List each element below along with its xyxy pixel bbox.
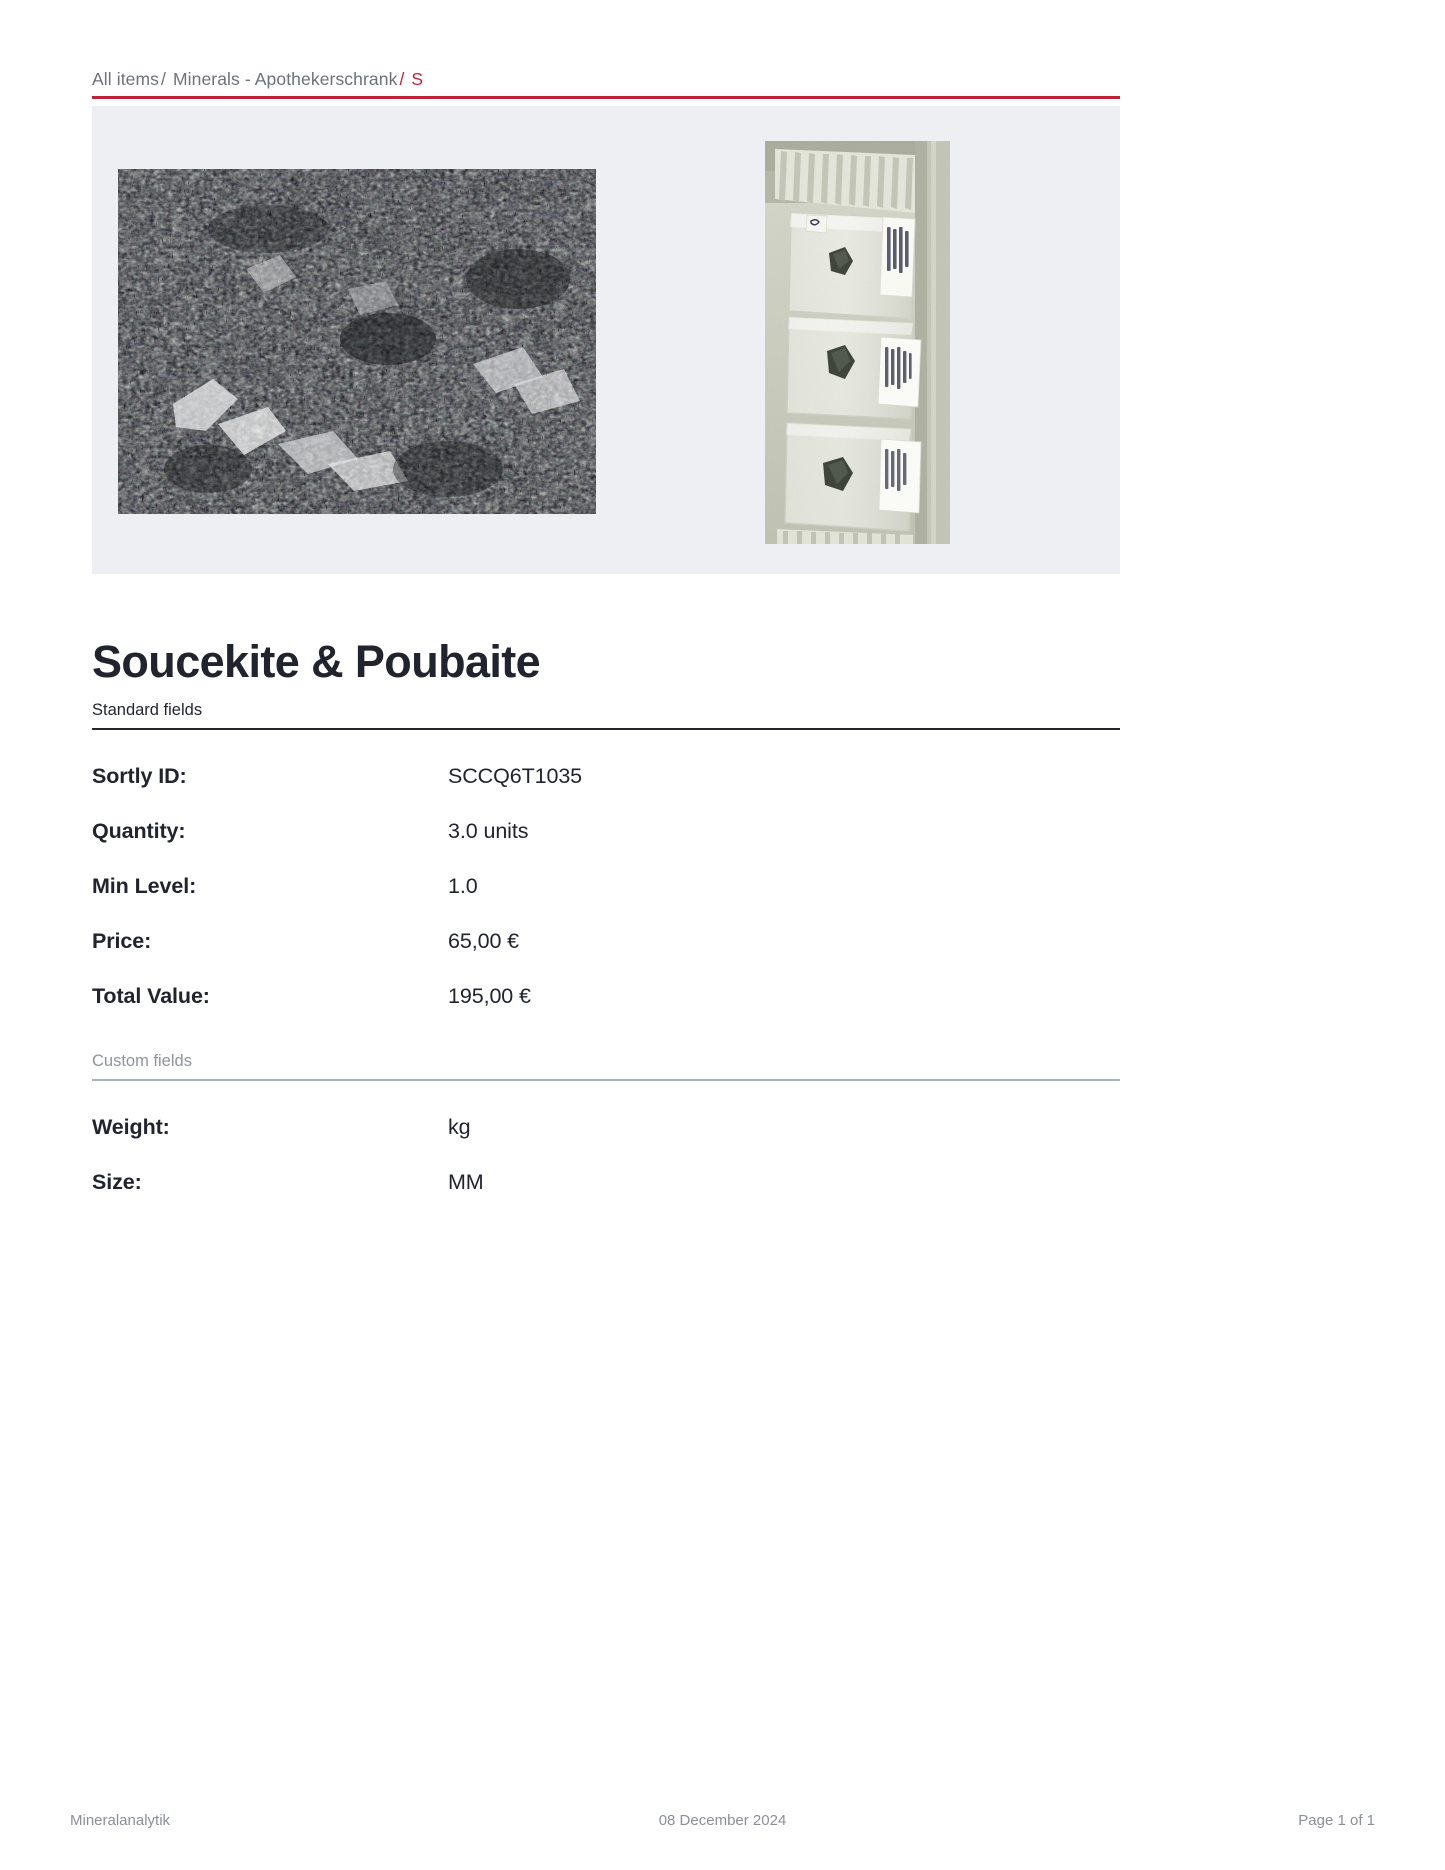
field-row-price: [92, 929, 1120, 984]
standard-fields-list: [92, 764, 1120, 1039]
footer-date: 08 December 2024: [658, 1812, 787, 1829]
page-footer: [70, 1812, 1375, 1829]
field-value-sortly-id: SCCQ6T1035: [448, 763, 583, 788]
field-label-size: Size:: [92, 1169, 142, 1194]
field-value-min-level: 1.0: [448, 873, 478, 898]
field-row-quantity: [92, 819, 1120, 874]
custom-fields-list: [92, 1115, 1120, 1225]
field-row-total-value: [92, 984, 1120, 1039]
breadcrumb-item-current: S: [411, 69, 424, 89]
standard-fields-header: Standard fields: [92, 701, 203, 719]
field-label-weight: Weight:: [92, 1114, 170, 1139]
footer-account-name: Mineralanalytik: [70, 1812, 171, 1829]
field-row-min-level: [92, 874, 1120, 929]
breadcrumb-separator: /: [161, 69, 166, 89]
custom-fields-divider: [92, 1079, 1120, 1081]
standard-fields-section: [92, 700, 1120, 1039]
mineral-macro-photo: [118, 169, 596, 514]
page-title: Soucekite & Poubaite: [92, 636, 541, 688]
field-value-price: 65,00 €: [448, 928, 520, 953]
custom-fields-header: Custom fields: [92, 1052, 192, 1070]
image-gallery-panel: [92, 106, 1120, 574]
field-row-sortly-id: [92, 764, 1120, 819]
field-label-quantity: Quantity:: [92, 818, 186, 843]
specimen-drawer-photo: [765, 141, 950, 544]
standard-fields-divider: [92, 728, 1120, 730]
field-row-weight: [92, 1115, 1120, 1170]
field-value-size: MM: [448, 1169, 484, 1194]
breadcrumb-item-all-items[interactable]: All items: [92, 69, 160, 89]
field-value-quantity: 3.0 units: [448, 818, 529, 843]
custom-fields-section: [92, 1051, 1120, 1225]
field-label-sortly-id: Sortly ID:: [92, 763, 187, 788]
breadcrumb: [92, 68, 1120, 98]
footer-page-number: Page 1 of 1: [1298, 1812, 1375, 1829]
field-label-total-value: Total Value:: [92, 983, 210, 1008]
field-label-price: Price:: [92, 928, 152, 953]
breadcrumb-separator-current: /: [399, 69, 405, 89]
field-row-size: [92, 1170, 1120, 1225]
breadcrumb-divider: [92, 96, 1120, 99]
field-label-min-level: Min Level:: [92, 873, 197, 898]
breadcrumb-item-minerals-apothekerschrank[interactable]: Minerals - Apothekerschrank: [172, 69, 398, 89]
field-value-weight: kg: [448, 1114, 471, 1139]
field-value-total-value: 195,00 €: [448, 983, 531, 1008]
